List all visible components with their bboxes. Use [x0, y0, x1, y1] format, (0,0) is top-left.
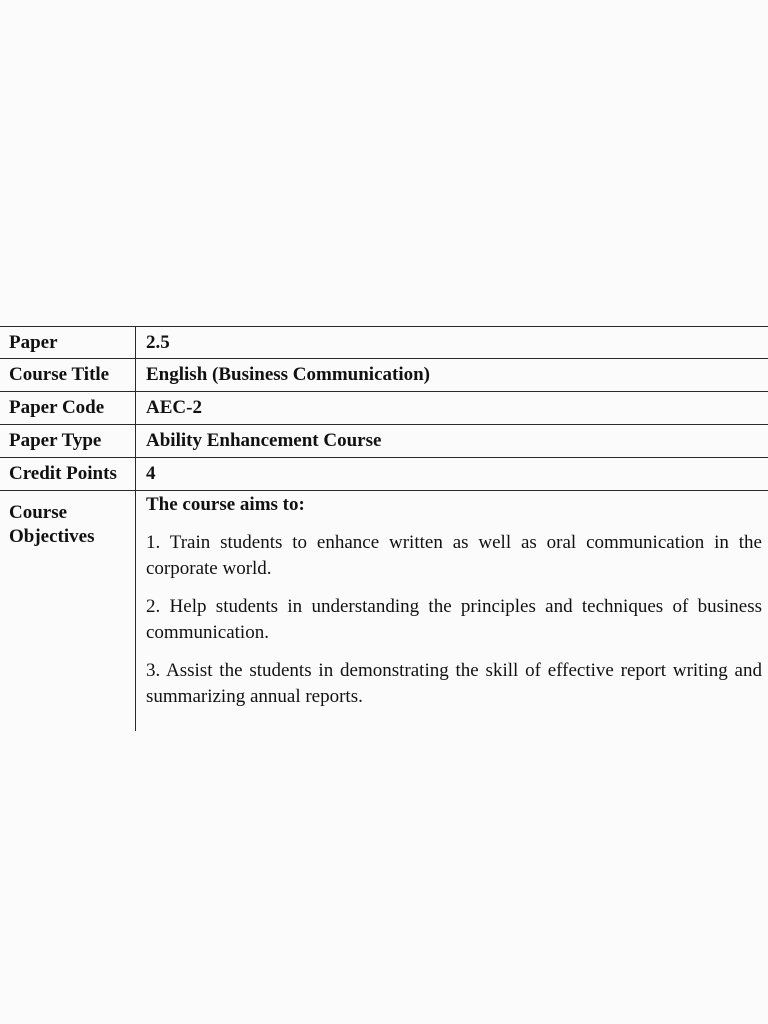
- row-value: AEC-2: [146, 397, 202, 418]
- table-row-paper-type: [0, 425, 768, 458]
- table-row-course-title: [0, 359, 768, 392]
- objective-item: 3. Assist the students in demonstrating the skill of effective report writing and summarizing annual reports.: [146, 660, 762, 707]
- table-row-credit-points: [0, 458, 768, 491]
- objectives-heading: The course aims to:: [146, 494, 305, 515]
- row-label: Course Objectives: [0, 491, 136, 731]
- row-label: Paper Code: [0, 392, 136, 424]
- row-value: English (Business Communication): [146, 364, 431, 385]
- row-value: 4: [146, 463, 156, 484]
- table-row-paper-code: [0, 392, 768, 425]
- row-label: Credit Points: [0, 458, 136, 490]
- course-details-table: [0, 326, 768, 731]
- row-label: Paper Type: [0, 425, 136, 457]
- objective-item: 1. Train students to enhance written as well as oral communication in the corporate world.: [146, 532, 762, 579]
- row-label: Course Title: [0, 359, 136, 391]
- row-value: Ability Enhancement Course: [146, 430, 382, 451]
- objective-item: 2. Help students in understanding the principles and techniques of business communication.: [146, 596, 762, 643]
- table-row-paper: [0, 326, 768, 359]
- table-row-course-objectives: [0, 491, 768, 731]
- row-value: 2.5: [146, 331, 170, 353]
- row-label: Paper: [0, 327, 136, 358]
- objectives-content: [136, 491, 768, 731]
